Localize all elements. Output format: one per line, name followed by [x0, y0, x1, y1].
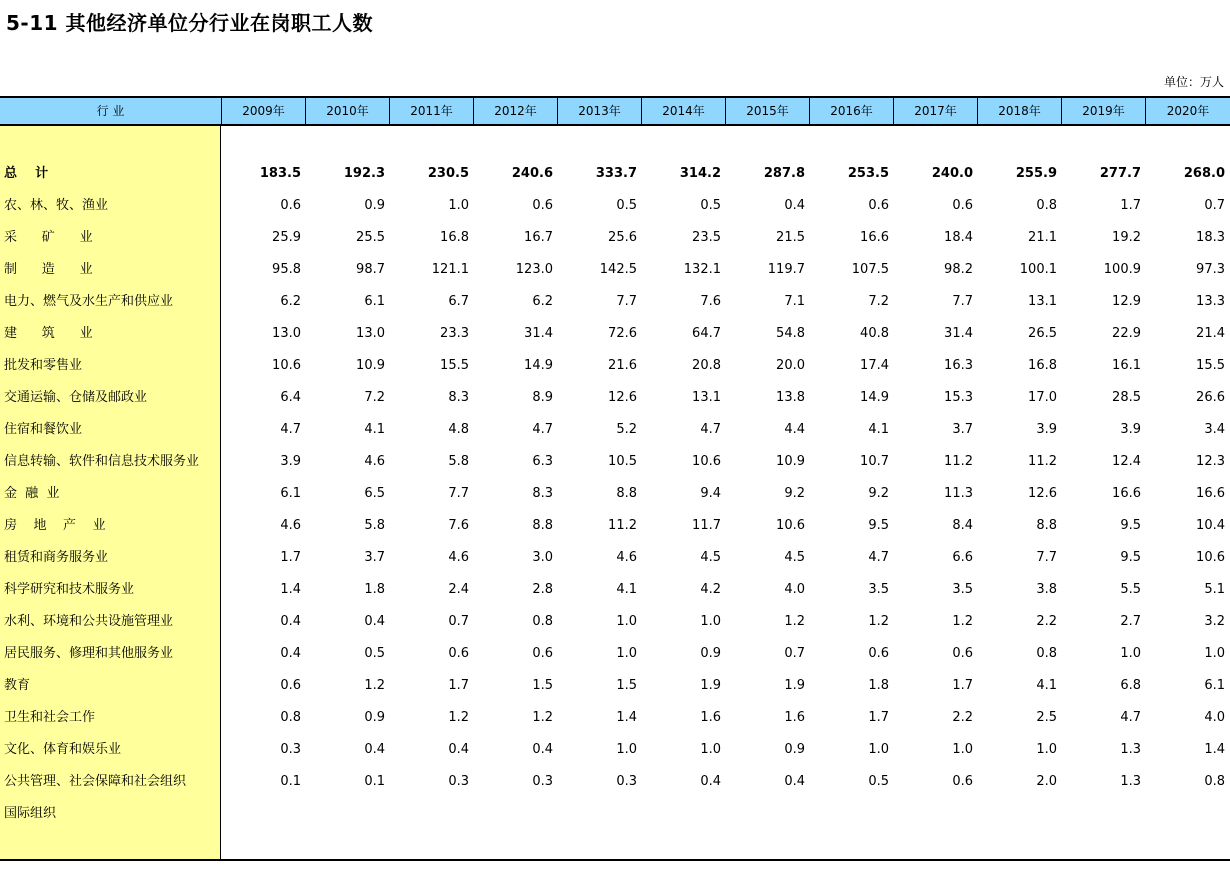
- table-cell: 98.2: [944, 262, 973, 277]
- row-label: 居民服务、修理和其他服务业: [4, 646, 174, 661]
- table-cell: 4.7: [868, 550, 889, 565]
- table-cell: 4.6: [280, 518, 301, 533]
- table-cell: 240.6: [511, 166, 553, 181]
- table-cell: 6.6: [952, 550, 973, 565]
- table-cell: 13.8: [776, 390, 805, 405]
- table-cell: 17.4: [860, 358, 889, 373]
- table-cell: 0.1: [364, 774, 385, 789]
- table-cell: 10.6: [776, 518, 805, 533]
- table-cell: 0.9: [364, 710, 385, 725]
- table-cell: 6.1: [1204, 678, 1225, 693]
- table-cell: 1.7: [280, 550, 301, 565]
- table-cell: 100.1: [1019, 262, 1057, 277]
- table-cell: 0.4: [280, 646, 301, 661]
- table-cell: 10.5: [608, 454, 637, 469]
- table-row: [0, 222, 1230, 254]
- table-cell: 7.2: [868, 294, 889, 309]
- table-row: [0, 350, 1230, 382]
- table-row: [0, 734, 1230, 766]
- table-cell: 11.2: [1028, 454, 1057, 469]
- table-cell: 0.9: [700, 646, 721, 661]
- table-cell: 132.1: [683, 262, 721, 277]
- table-cell: 0.6: [868, 198, 889, 213]
- table-row: [0, 286, 1230, 318]
- table-cell: 0.6: [448, 646, 469, 661]
- table-cell: 0.3: [532, 774, 553, 789]
- table-cell: 0.4: [364, 742, 385, 757]
- table-cell: 1.8: [868, 678, 889, 693]
- table-cell: 4.7: [532, 422, 553, 437]
- header-year: 2018年: [977, 98, 1061, 124]
- table-cell: 16.7: [524, 230, 553, 245]
- table-cell: 25.5: [356, 230, 385, 245]
- row-label: 卫生和社会工作: [4, 710, 96, 725]
- table-cell: 0.4: [700, 774, 721, 789]
- table-cell: 7.7: [448, 486, 469, 501]
- table-cell: 19.2: [1112, 230, 1141, 245]
- table-cell: 0.4: [784, 774, 805, 789]
- table-cell: 1.6: [784, 710, 805, 725]
- table-cell: 0.6: [280, 198, 301, 213]
- table-cell: 12.6: [1028, 486, 1057, 501]
- row-label: 总 计: [4, 166, 49, 181]
- table-row: [0, 798, 1230, 830]
- table-cell: 142.5: [599, 262, 637, 277]
- header-year: 2011年: [389, 98, 473, 124]
- table-cell: 192.3: [343, 166, 385, 181]
- table-cell: 95.8: [272, 262, 301, 277]
- table-cell: 15.5: [1196, 358, 1225, 373]
- header-year: 2010年: [305, 98, 389, 124]
- table-cell: 268.0: [1183, 166, 1225, 181]
- table-row: [0, 158, 1230, 190]
- table-cell: 6.7: [448, 294, 469, 309]
- table-cell: 4.1: [364, 422, 385, 437]
- table-cell: 18.3: [1196, 230, 1225, 245]
- header-year: 2020年: [1145, 98, 1230, 124]
- table-cell: 54.8: [776, 326, 805, 341]
- table-cell: 123.0: [515, 262, 553, 277]
- table-cell: 16.8: [1028, 358, 1057, 373]
- table-cell: 119.7: [767, 262, 805, 277]
- table-cell: 14.9: [524, 358, 553, 373]
- table-cell: 253.5: [847, 166, 889, 181]
- table-cell: 1.5: [616, 678, 637, 693]
- table-cell: 12.4: [1112, 454, 1141, 469]
- table-cell: 25.9: [272, 230, 301, 245]
- table-cell: 5.2: [616, 422, 637, 437]
- table-cell: 3.2: [1204, 614, 1225, 629]
- table-cell: 1.2: [364, 678, 385, 693]
- row-label: 农、林、牧、渔业: [4, 198, 109, 213]
- table-cell: 1.0: [616, 742, 637, 757]
- table-cell: 40.8: [860, 326, 889, 341]
- table-cell: 3.5: [952, 582, 973, 597]
- table-cell: 16.6: [1196, 486, 1225, 501]
- table-cell: 17.0: [1028, 390, 1057, 405]
- unit-label: 单位：万人: [1163, 75, 1224, 89]
- table-cell: 10.4: [1196, 518, 1225, 533]
- table-cell: 0.3: [280, 742, 301, 757]
- row-label: 住宿和餐饮业: [4, 422, 83, 437]
- table-cell: 31.4: [524, 326, 553, 341]
- row-label: 教育: [4, 678, 31, 693]
- table-cell: 240.0: [931, 166, 973, 181]
- table-cell: 13.1: [692, 390, 721, 405]
- table-cell: 8.8: [532, 518, 553, 533]
- header-year: 2016年: [809, 98, 893, 124]
- table-cell: 277.7: [1099, 166, 1141, 181]
- table-cell: 5.8: [364, 518, 385, 533]
- header-year: 2012年: [473, 98, 557, 124]
- table-cell: 0.9: [784, 742, 805, 757]
- table-cell: 0.7: [784, 646, 805, 661]
- table-cell: 1.4: [280, 582, 301, 597]
- table-cell: 3.0: [532, 550, 553, 565]
- table-cell: 0.3: [616, 774, 637, 789]
- table-cell: 7.7: [1036, 550, 1057, 565]
- table-cell: 4.5: [784, 550, 805, 565]
- table-cell: 0.4: [532, 742, 553, 757]
- table-cell: 1.0: [1120, 646, 1141, 661]
- row-label: 信息转输、软件和信息技术服务业: [4, 454, 200, 469]
- table-cell: 13.1: [1028, 294, 1057, 309]
- table-cell: 121.1: [431, 262, 469, 277]
- table-cell: 10.6: [1196, 550, 1225, 565]
- table-cell: 255.9: [1015, 166, 1057, 181]
- table-cell: 0.4: [364, 614, 385, 629]
- table-cell: 9.4: [700, 486, 721, 501]
- table-cell: 4.6: [448, 550, 469, 565]
- table-cell: 1.2: [952, 614, 973, 629]
- table-cell: 9.2: [784, 486, 805, 501]
- row-label: 房 地 产 业: [4, 518, 106, 533]
- table-cell: 2.0: [1036, 774, 1057, 789]
- table-cell: 5.5: [1120, 582, 1141, 597]
- table-cell: 7.7: [616, 294, 637, 309]
- table-row: [0, 702, 1230, 734]
- table-cell: 3.5: [868, 582, 889, 597]
- table-cell: 9.2: [868, 486, 889, 501]
- table-cell: 1.0: [448, 198, 469, 213]
- table-row: [0, 766, 1230, 798]
- table-cell: 8.3: [448, 390, 469, 405]
- table-cell: 5.1: [1204, 582, 1225, 597]
- table-cell: 6.5: [364, 486, 385, 501]
- header-year: 2019年: [1061, 98, 1145, 124]
- table-cell: 21.4: [1196, 326, 1225, 341]
- table-cell: 97.3: [1196, 262, 1225, 277]
- header-year: 2017年: [893, 98, 977, 124]
- table-cell: 13.0: [272, 326, 301, 341]
- table-cell: 6.3: [532, 454, 553, 469]
- header-year: 2013年: [557, 98, 641, 124]
- table-cell: 13.0: [356, 326, 385, 341]
- table-cell: 287.8: [763, 166, 805, 181]
- table-cell: 107.5: [851, 262, 889, 277]
- table-cell: 16.1: [1112, 358, 1141, 373]
- table-cell: 0.8: [1204, 774, 1225, 789]
- table-cell: 1.2: [784, 614, 805, 629]
- table-cell: 18.4: [944, 230, 973, 245]
- table-row: [0, 638, 1230, 670]
- table-cell: 2.7: [1120, 614, 1141, 629]
- table-cell: 12.3: [1196, 454, 1225, 469]
- table-cell: 1.7: [448, 678, 469, 693]
- table-cell: 25.6: [608, 230, 637, 245]
- table-cell: 1.4: [1204, 742, 1225, 757]
- table-cell: 8.3: [532, 486, 553, 501]
- row-label: 建 筑 业: [4, 326, 93, 341]
- table-cell: 11.3: [944, 486, 973, 501]
- table-cell: 6.4: [280, 390, 301, 405]
- table-cell: 1.9: [784, 678, 805, 693]
- table-cell: 10.9: [356, 358, 385, 373]
- table-cell: 0.1: [280, 774, 301, 789]
- table-cell: 28.5: [1112, 390, 1141, 405]
- table-cell: 6.1: [280, 486, 301, 501]
- table-cell: 7.1: [784, 294, 805, 309]
- table-cell: 3.7: [364, 550, 385, 565]
- table-cell: 14.9: [860, 390, 889, 405]
- row-label: 水利、环境和公共设施管理业: [4, 614, 174, 629]
- table-cell: 7.6: [448, 518, 469, 533]
- table-cell: 16.6: [860, 230, 889, 245]
- table-cell: 11.2: [944, 454, 973, 469]
- table-cell: 20.8: [692, 358, 721, 373]
- table-cell: 1.4: [616, 710, 637, 725]
- table-cell: 3.9: [1036, 422, 1057, 437]
- table-cell: 23.3: [440, 326, 469, 341]
- table-cell: 100.9: [1103, 262, 1141, 277]
- table-cell: 10.6: [272, 358, 301, 373]
- row-label: 金 融 业: [4, 486, 60, 501]
- table-cell: 1.3: [1120, 742, 1141, 757]
- table-cell: 4.6: [616, 550, 637, 565]
- table-cell: 4.1: [1036, 678, 1057, 693]
- table-row: [0, 190, 1230, 222]
- table-cell: 10.6: [692, 454, 721, 469]
- table-cell: 9.5: [1120, 518, 1141, 533]
- header-year: 2009年: [221, 98, 305, 124]
- table-cell: 64.7: [692, 326, 721, 341]
- table-cell: 9.5: [1120, 550, 1141, 565]
- table-cell: 4.7: [280, 422, 301, 437]
- table-cell: 0.7: [1204, 198, 1225, 213]
- table-cell: 8.8: [616, 486, 637, 501]
- table-row: [0, 542, 1230, 574]
- table-cell: 7.2: [364, 390, 385, 405]
- table-cell: 20.0: [776, 358, 805, 373]
- table-cell: 7.6: [700, 294, 721, 309]
- table-bottom-rule: [0, 859, 1230, 861]
- table-cell: 1.7: [1120, 198, 1141, 213]
- table-cell: 1.2: [532, 710, 553, 725]
- table-row: [0, 382, 1230, 414]
- table-cell: 11.2: [608, 518, 637, 533]
- table-cell: 1.0: [1036, 742, 1057, 757]
- table-cell: 4.0: [784, 582, 805, 597]
- table-cell: 8.8: [1036, 518, 1057, 533]
- table-cell: 72.6: [608, 326, 637, 341]
- table-cell: 0.8: [532, 614, 553, 629]
- table-cell: 4.1: [868, 422, 889, 437]
- table-cell: 8.4: [952, 518, 973, 533]
- table-cell: 3.4: [1204, 422, 1225, 437]
- table-cell: 13.3: [1196, 294, 1225, 309]
- table-cell: 0.8: [280, 710, 301, 725]
- table-cell: 1.2: [448, 710, 469, 725]
- row-label: 租赁和商务服务业: [4, 550, 109, 565]
- header-industry: 行 业: [96, 104, 125, 118]
- table-cell: 4.1: [616, 582, 637, 597]
- table-cell: 0.5: [868, 774, 889, 789]
- header-year: 2015年: [725, 98, 809, 124]
- table-cell: 0.4: [784, 198, 805, 213]
- table-cell: 4.4: [784, 422, 805, 437]
- table-cell: 1.0: [700, 742, 721, 757]
- table-row: [0, 414, 1230, 446]
- table-cell: 333.7: [595, 166, 637, 181]
- table-cell: 3.7: [952, 422, 973, 437]
- header-year: 2014年: [641, 98, 725, 124]
- table-cell: 3.9: [280, 454, 301, 469]
- row-label: 交通运输、仓储及邮政业: [4, 390, 148, 405]
- row-label: 批发和零售业: [4, 358, 83, 373]
- table-cell: 8.9: [532, 390, 553, 405]
- table-cell: 6.1: [364, 294, 385, 309]
- table-cell: 0.5: [616, 198, 637, 213]
- table-cell: 0.4: [280, 614, 301, 629]
- table-cell: 2.5: [1036, 710, 1057, 725]
- table-cell: 1.6: [700, 710, 721, 725]
- table-cell: 6.2: [532, 294, 553, 309]
- table-cell: 0.6: [952, 198, 973, 213]
- table-cell: 2.4: [448, 582, 469, 597]
- table-cell: 4.7: [1120, 710, 1141, 725]
- table-cell: 4.2: [700, 582, 721, 597]
- table-cell: 0.6: [532, 198, 553, 213]
- table-cell: 4.7: [700, 422, 721, 437]
- row-label: 制 造 业: [4, 262, 93, 277]
- table-cell: 1.7: [868, 710, 889, 725]
- table-cell: 4.6: [364, 454, 385, 469]
- row-label: 电力、燃气及水生产和供应业: [4, 294, 174, 309]
- table-cell: 1.8: [364, 582, 385, 597]
- table-cell: 12.9: [1112, 294, 1141, 309]
- table-cell: 0.3: [448, 774, 469, 789]
- table-cell: 0.8: [1036, 198, 1057, 213]
- row-label: 文化、体育和娱乐业: [4, 742, 122, 757]
- table-cell: 98.7: [356, 262, 385, 277]
- table-cell: 4.8: [448, 422, 469, 437]
- table-cell: 11.7: [692, 518, 721, 533]
- table-row: [0, 254, 1230, 286]
- table-cell: 7.7: [952, 294, 973, 309]
- table-cell: 16.6: [1112, 486, 1141, 501]
- page-title: 5-11 其他经济单位分行业在岗职工人数: [6, 11, 374, 35]
- table-cell: 23.5: [692, 230, 721, 245]
- table-cell: 26.6: [1196, 390, 1225, 405]
- table-cell: 1.7: [952, 678, 973, 693]
- table-cell: 9.5: [868, 518, 889, 533]
- table-cell: 22.9: [1112, 326, 1141, 341]
- row-label: 采 矿 业: [4, 230, 93, 245]
- table-cell: 21.5: [776, 230, 805, 245]
- table-cell: 1.9: [700, 678, 721, 693]
- table-cell: 0.8: [1036, 646, 1057, 661]
- table-cell: 31.4: [944, 326, 973, 341]
- table-cell: 1.0: [700, 614, 721, 629]
- table-cell: 0.9: [364, 198, 385, 213]
- table-cell: 10.9: [776, 454, 805, 469]
- table-cell: 1.0: [868, 742, 889, 757]
- table-cell: 2.8: [532, 582, 553, 597]
- table-cell: 1.0: [616, 614, 637, 629]
- table-cell: 26.5: [1028, 326, 1057, 341]
- table-cell: 3.8: [1036, 582, 1057, 597]
- table-cell: 21.6: [608, 358, 637, 373]
- table-cell: 21.1: [1028, 230, 1057, 245]
- table-cell: 1.3: [1120, 774, 1141, 789]
- table-cell: 1.2: [868, 614, 889, 629]
- table-cell: 0.6: [532, 646, 553, 661]
- table-cell: 5.8: [448, 454, 469, 469]
- table-cell: 230.5: [427, 166, 469, 181]
- table-cell: 0.7: [448, 614, 469, 629]
- table-cell: 183.5: [259, 166, 301, 181]
- table-cell: 3.9: [1120, 422, 1141, 437]
- table-cell: 2.2: [952, 710, 973, 725]
- table-cell: 1.0: [1204, 646, 1225, 661]
- table-cell: 15.5: [440, 358, 469, 373]
- table-cell: 1.5: [532, 678, 553, 693]
- table-cell: 0.6: [952, 646, 973, 661]
- table-cell: 0.6: [952, 774, 973, 789]
- table-cell: 16.3: [944, 358, 973, 373]
- table-cell: 4.5: [700, 550, 721, 565]
- table-cell: 314.2: [679, 166, 721, 181]
- table-row: [0, 318, 1230, 350]
- table-cell: 0.5: [700, 198, 721, 213]
- table-cell: 16.8: [440, 230, 469, 245]
- table-row: [0, 446, 1230, 478]
- table-cell: 1.0: [952, 742, 973, 757]
- table-cell: 15.3: [944, 390, 973, 405]
- table-row: [0, 510, 1230, 542]
- table-row: [0, 670, 1230, 702]
- table-row: [0, 606, 1230, 638]
- table-cell: 4.0: [1204, 710, 1225, 725]
- table-header: [0, 96, 1230, 126]
- table-cell: 12.6: [608, 390, 637, 405]
- table-cell: 6.2: [280, 294, 301, 309]
- table-cell: 2.2: [1036, 614, 1057, 629]
- table-cell: 0.6: [280, 678, 301, 693]
- table-cell: 10.7: [860, 454, 889, 469]
- table-cell: 0.4: [448, 742, 469, 757]
- row-label: 公共管理、社会保障和社会组织: [4, 774, 187, 789]
- table-row: [0, 478, 1230, 510]
- table-row: [0, 574, 1230, 606]
- row-label: 国际组织: [4, 806, 57, 821]
- table-cell: 0.6: [868, 646, 889, 661]
- table-cell: 0.5: [364, 646, 385, 661]
- table-cell: 1.0: [616, 646, 637, 661]
- row-label: 科学研究和技术服务业: [4, 582, 135, 597]
- table-cell: 6.8: [1120, 678, 1141, 693]
